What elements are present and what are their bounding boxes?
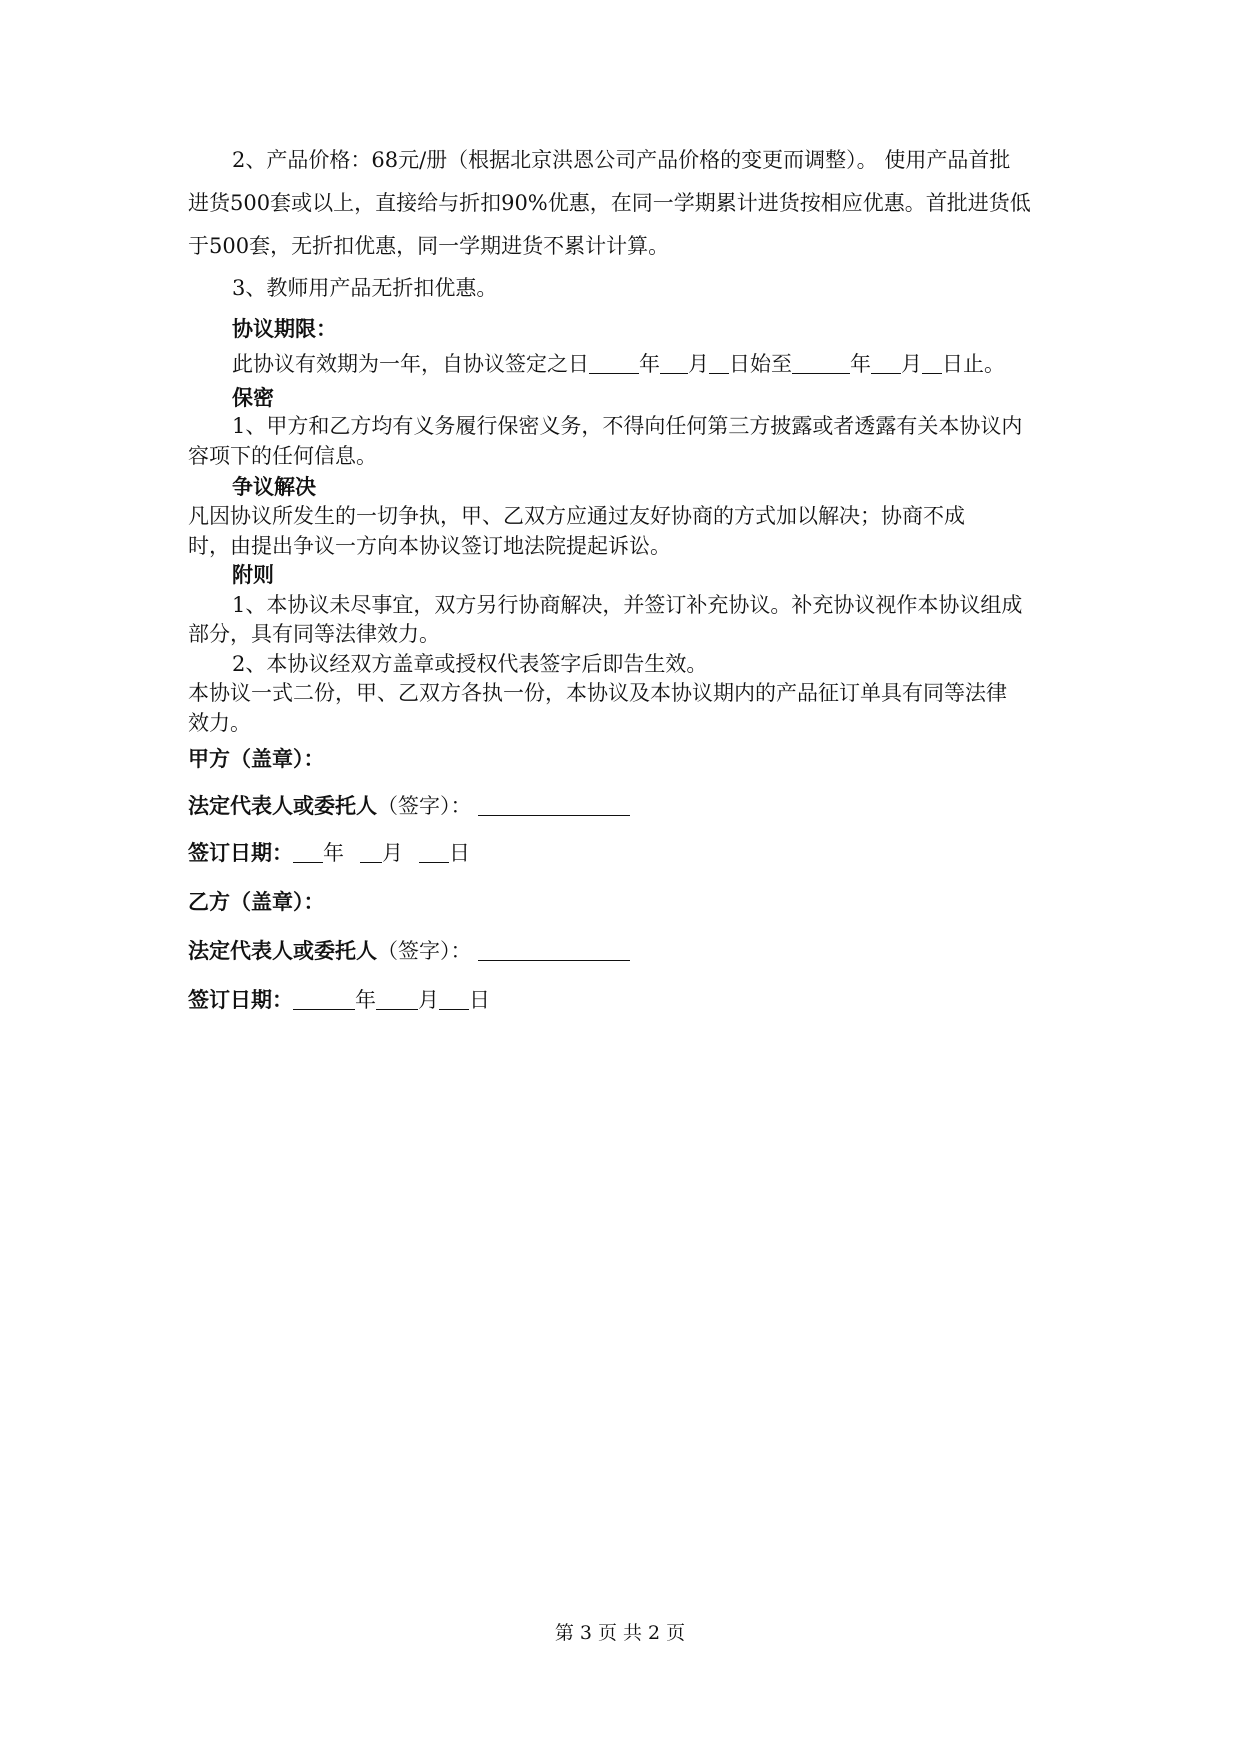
term-day-blank-1 bbox=[709, 351, 729, 374]
term-day-label-2: 日止。 bbox=[942, 352, 1005, 376]
party-a-day-blank[interactable] bbox=[419, 840, 449, 863]
pricing-item3: 3、教师用产品无折扣优惠。 bbox=[232, 276, 498, 300]
party-b-year-blank[interactable] bbox=[293, 987, 355, 1010]
party-a-date-label: 签订日期： bbox=[188, 840, 293, 865]
party-a-month-label: 月 bbox=[382, 841, 403, 865]
term-month-blank-2 bbox=[871, 351, 901, 374]
pricing-item2-line2: 进货500套或以上，直接给与折扣90%优惠，在同一学期累计进货按相应优惠。首批进货低 bbox=[188, 191, 1031, 215]
party-a-year-label: 年 bbox=[323, 841, 344, 865]
party-a-date bbox=[188, 838, 1058, 868]
party-b-month-blank[interactable] bbox=[376, 987, 418, 1010]
party-b-day-label: 日 bbox=[469, 988, 490, 1012]
party-a-month-blank[interactable] bbox=[360, 840, 382, 863]
party-b-date bbox=[188, 985, 1058, 1015]
party-a-signature-field[interactable] bbox=[478, 793, 630, 816]
confidentiality-line1: 1、甲方和乙方均有义务履行保密义务，不得向任何第三方披露或者透露有关本协议内 bbox=[232, 414, 1023, 438]
term-year-blank-1 bbox=[589, 351, 639, 374]
party-b-rep-label: 法定代表人或委托人 bbox=[188, 938, 377, 963]
confidentiality-line2: 容项下的任何信息。 bbox=[188, 444, 377, 468]
dispute-line2: 时，由提出争议一方向本协议签订地法院提起诉讼。 bbox=[188, 534, 671, 558]
term-heading: 协议期限： bbox=[232, 316, 337, 341]
party-b-rep-sub: （签字）： bbox=[377, 939, 472, 963]
term-month-label-2: 月 bbox=[901, 352, 922, 376]
page-footer: 第 3 页 共 2 页 bbox=[554, 1622, 686, 1644]
party-a-year-blank[interactable] bbox=[293, 840, 323, 863]
party-b-date-label: 签订日期： bbox=[188, 987, 293, 1012]
pricing-item2-line3: 于500套，无折扣优惠，同一学期进货不累计计算。 bbox=[188, 234, 670, 258]
party-a-rep bbox=[188, 791, 1058, 821]
term-day-blank-2 bbox=[922, 351, 942, 374]
party-a-rep-sub: （签字）： bbox=[377, 794, 472, 818]
supplementary-item1-line2: 部分，具有同等法律效力。 bbox=[188, 622, 440, 646]
term-text-prefix: 此协议有效期为一年，自协议签定之日 bbox=[232, 352, 589, 376]
party-a-seal: 甲方（盖章）： bbox=[188, 746, 325, 771]
party-b-rep bbox=[188, 936, 1058, 966]
term-year-blank-2 bbox=[792, 351, 850, 374]
party-a-day-label: 日 bbox=[449, 841, 470, 865]
term-day-label-1: 日始至 bbox=[729, 352, 792, 376]
supplementary-heading: 附则 bbox=[232, 562, 274, 587]
party-a-rep-label: 法定代表人或委托人 bbox=[188, 793, 377, 818]
term-text bbox=[232, 349, 1102, 379]
term-month-label-1: 月 bbox=[688, 352, 709, 376]
party-b-day-blank[interactable] bbox=[439, 987, 469, 1010]
term-year-label-2: 年 bbox=[850, 352, 871, 376]
confidentiality-heading: 保密 bbox=[232, 385, 274, 410]
party-b-signature-field[interactable] bbox=[478, 938, 630, 961]
term-month-blank-1 bbox=[660, 351, 688, 374]
supplementary-item2: 2、本协议经双方盖章或授权代表签字后即告生效。 bbox=[232, 652, 708, 676]
supplementary-copies-line2: 效力。 bbox=[188, 711, 251, 735]
party-b-seal: 乙方（盖章）： bbox=[188, 889, 325, 914]
supplementary-item1-line1: 1、本协议未尽事宜，双方另行协商解决，并签订补充协议。补充协议视作本协议组成 bbox=[232, 593, 1023, 617]
party-b-year-label: 年 bbox=[355, 988, 376, 1012]
party-b-month-label: 月 bbox=[418, 988, 439, 1012]
term-year-label-1: 年 bbox=[639, 352, 660, 376]
supplementary-copies-line1: 本协议一式二份，甲、乙双方各执一份，本协议及本协议期内的产品征订单具有同等法律 bbox=[188, 681, 1007, 705]
dispute-line1: 凡因协议所发生的一切争执，甲、乙双方应通过友好协商的方式加以解决；协商不成 bbox=[188, 504, 965, 528]
dispute-heading: 争议解决 bbox=[232, 474, 316, 499]
pricing-item2-line1: 2、产品价格：68元/册（根据北京洪恩公司产品价格的变更而调整）。 使用产品首批 bbox=[232, 148, 1011, 172]
